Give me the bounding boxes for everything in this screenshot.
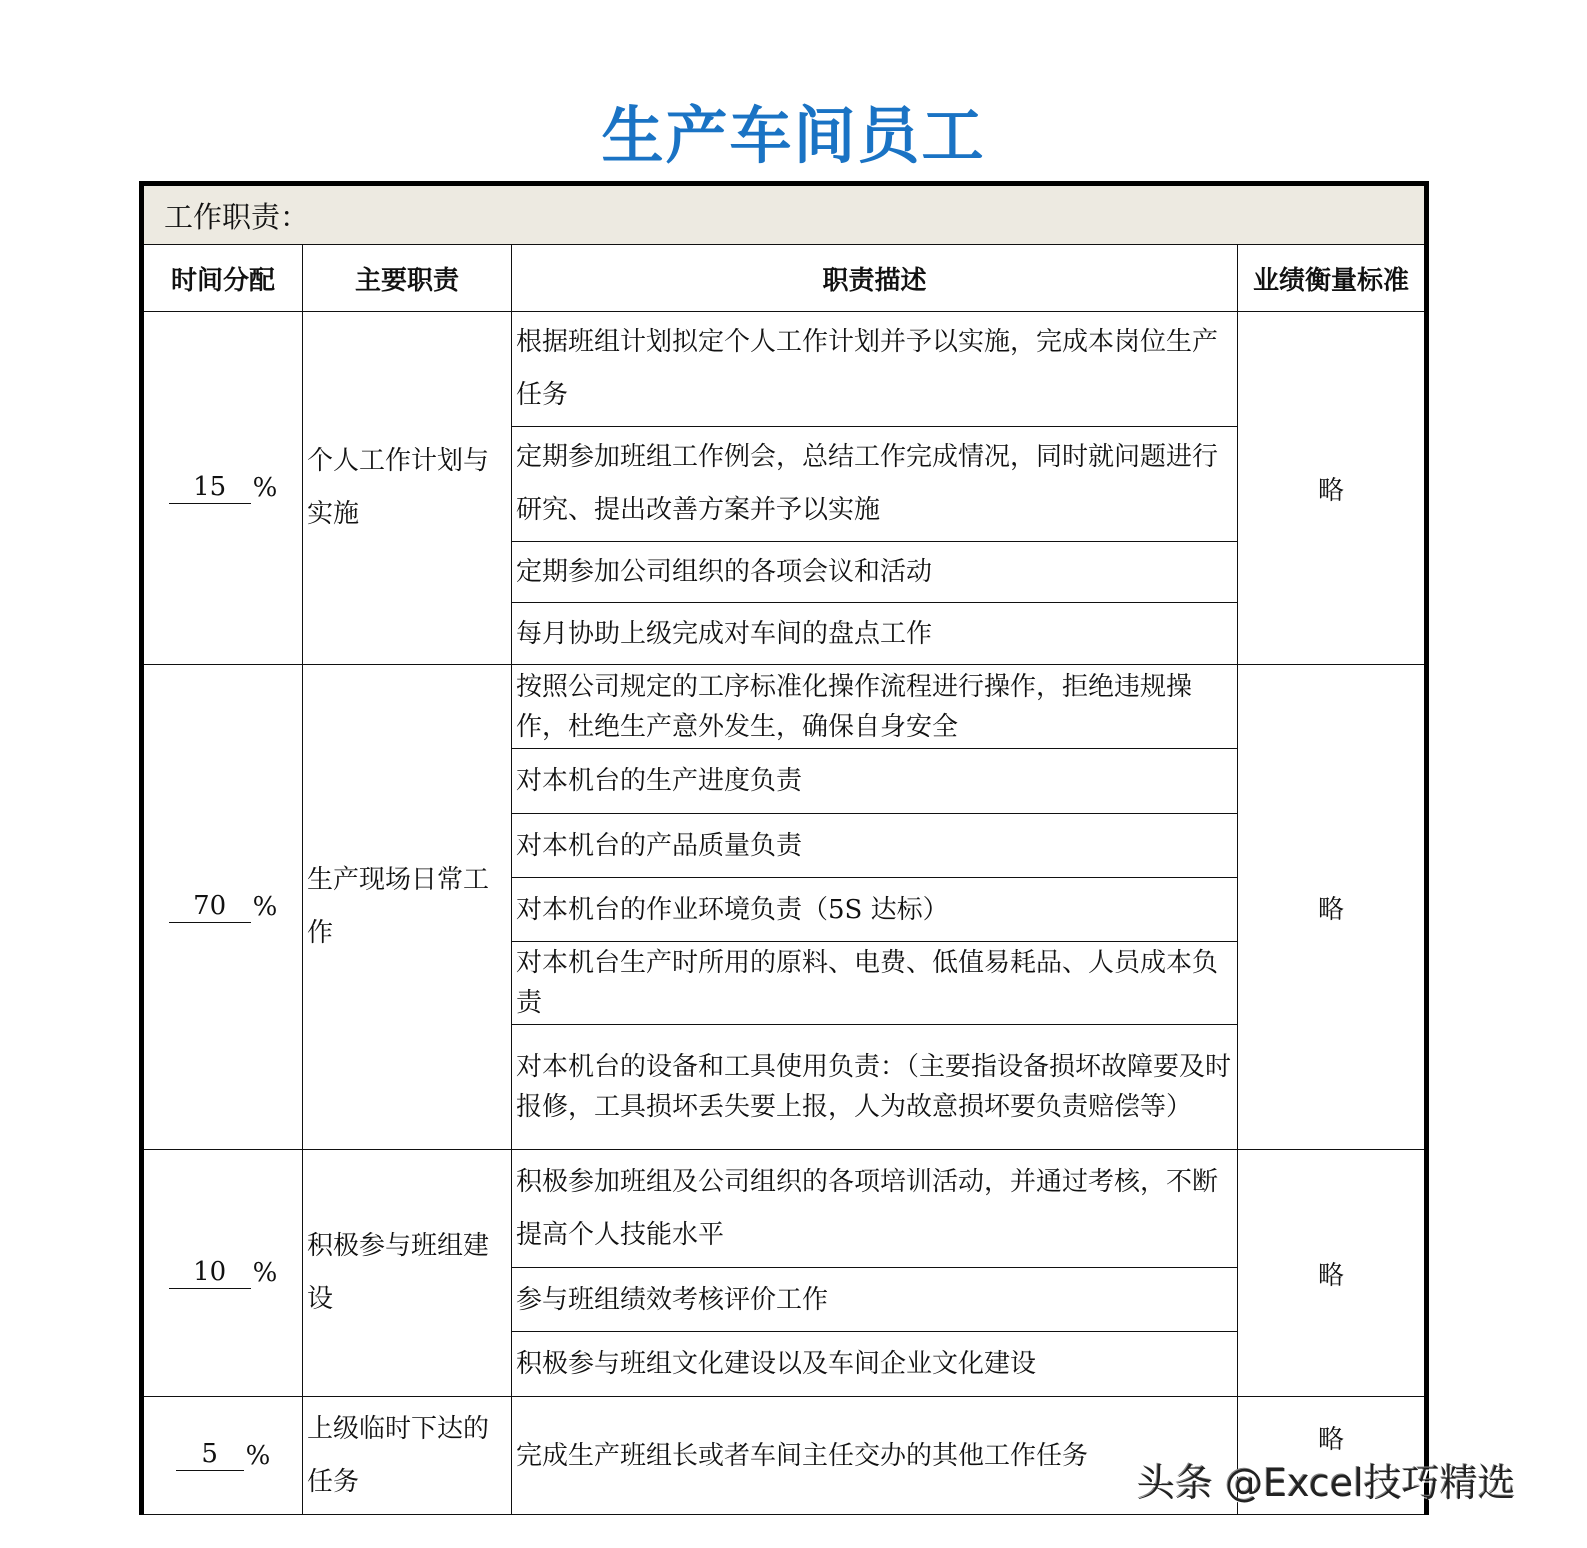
header-duty-description: 职责描述 bbox=[512, 245, 1238, 312]
header-main-duty: 主要职责 bbox=[303, 245, 512, 312]
main-duty-cell: 生产现场日常工作 bbox=[303, 665, 512, 1150]
description-cell: 积极参与班组文化建设以及车间企业文化建设 bbox=[512, 1332, 1238, 1397]
description-cell: 对本机台的产品质量负责 bbox=[512, 814, 1238, 878]
header-performance-standard: 业绩衡量标准 bbox=[1238, 245, 1424, 312]
time-percent-value: 5 bbox=[176, 1440, 244, 1471]
time-percent-value: 70 bbox=[169, 892, 251, 923]
description-cell: 积极参加班组及公司组织的各项培训活动，并通过考核，不断提高个人技能水平 bbox=[512, 1150, 1238, 1268]
performance-standard-cell: 略 bbox=[1238, 312, 1424, 665]
performance-standard-cell: 略 bbox=[1238, 1397, 1424, 1515]
description-cell: 参与班组绩效考核评价工作 bbox=[512, 1268, 1238, 1332]
description-cell: 对本机台的生产进度负责 bbox=[512, 749, 1238, 814]
performance-standard-cell: 略 bbox=[1238, 665, 1424, 1150]
time-allocation-cell bbox=[144, 312, 303, 665]
watermark: 头条 @Excel技巧精选 bbox=[1137, 1461, 1516, 1505]
main-duty-cell: 积极参与班组建设 bbox=[303, 1150, 512, 1397]
time-allocation-cell bbox=[144, 1150, 303, 1397]
section-label: 工作职责： bbox=[144, 186, 1424, 245]
description-cell: 对本机台的作业环境负责（5S 达标） bbox=[512, 878, 1238, 942]
job-duties-table bbox=[139, 181, 1429, 1515]
description-cell: 定期参加班组工作例会，总结工作完成情况，同时就问题进行研究、提出改善方案并予以实施 bbox=[512, 427, 1238, 542]
description-cell: 根据班组计划拟定个人工作计划并予以实施，完成本岗位生产任务 bbox=[512, 312, 1238, 427]
time-allocation-cell bbox=[144, 665, 303, 1150]
description-cell: 对本机台生产时所用的原料、电费、低值易耗品、人员成本负责 bbox=[512, 942, 1238, 1025]
percent-sign: % bbox=[252, 473, 278, 503]
header-time-allocation: 时间分配 bbox=[144, 245, 303, 312]
main-duty-cell: 个人工作计划与实施 bbox=[303, 312, 512, 665]
page-title: 生产车间员工 bbox=[601, 99, 986, 172]
description-cell: 按照公司规定的工序标准化操作流程进行操作，拒绝违规操作，杜绝生产意外发生，确保自身安全 bbox=[512, 665, 1238, 749]
description-cell: 对本机台的设备和工具使用负责：（主要指设备损坏故障要及时报修，工具损坏丢失要上报，人为故意损坏要负责赔偿等） bbox=[512, 1025, 1238, 1150]
time-percent-value: 10 bbox=[169, 1258, 251, 1289]
time-percent-value: 15 bbox=[169, 473, 251, 504]
description-cell: 完成生产班组长或者车间主任交办的其他工作任务 bbox=[512, 1397, 1238, 1515]
description-cell: 定期参加公司组织的各项会议和活动 bbox=[512, 542, 1238, 603]
time-allocation-cell bbox=[144, 1397, 303, 1515]
performance-standard-cell: 略 bbox=[1238, 1150, 1424, 1397]
percent-sign: % bbox=[252, 892, 278, 922]
percent-sign: % bbox=[252, 1258, 278, 1288]
description-cell: 每月协助上级完成对车间的盘点工作 bbox=[512, 603, 1238, 665]
main-duty-cell: 上级临时下达的任务 bbox=[303, 1397, 512, 1515]
percent-sign: % bbox=[245, 1440, 271, 1471]
